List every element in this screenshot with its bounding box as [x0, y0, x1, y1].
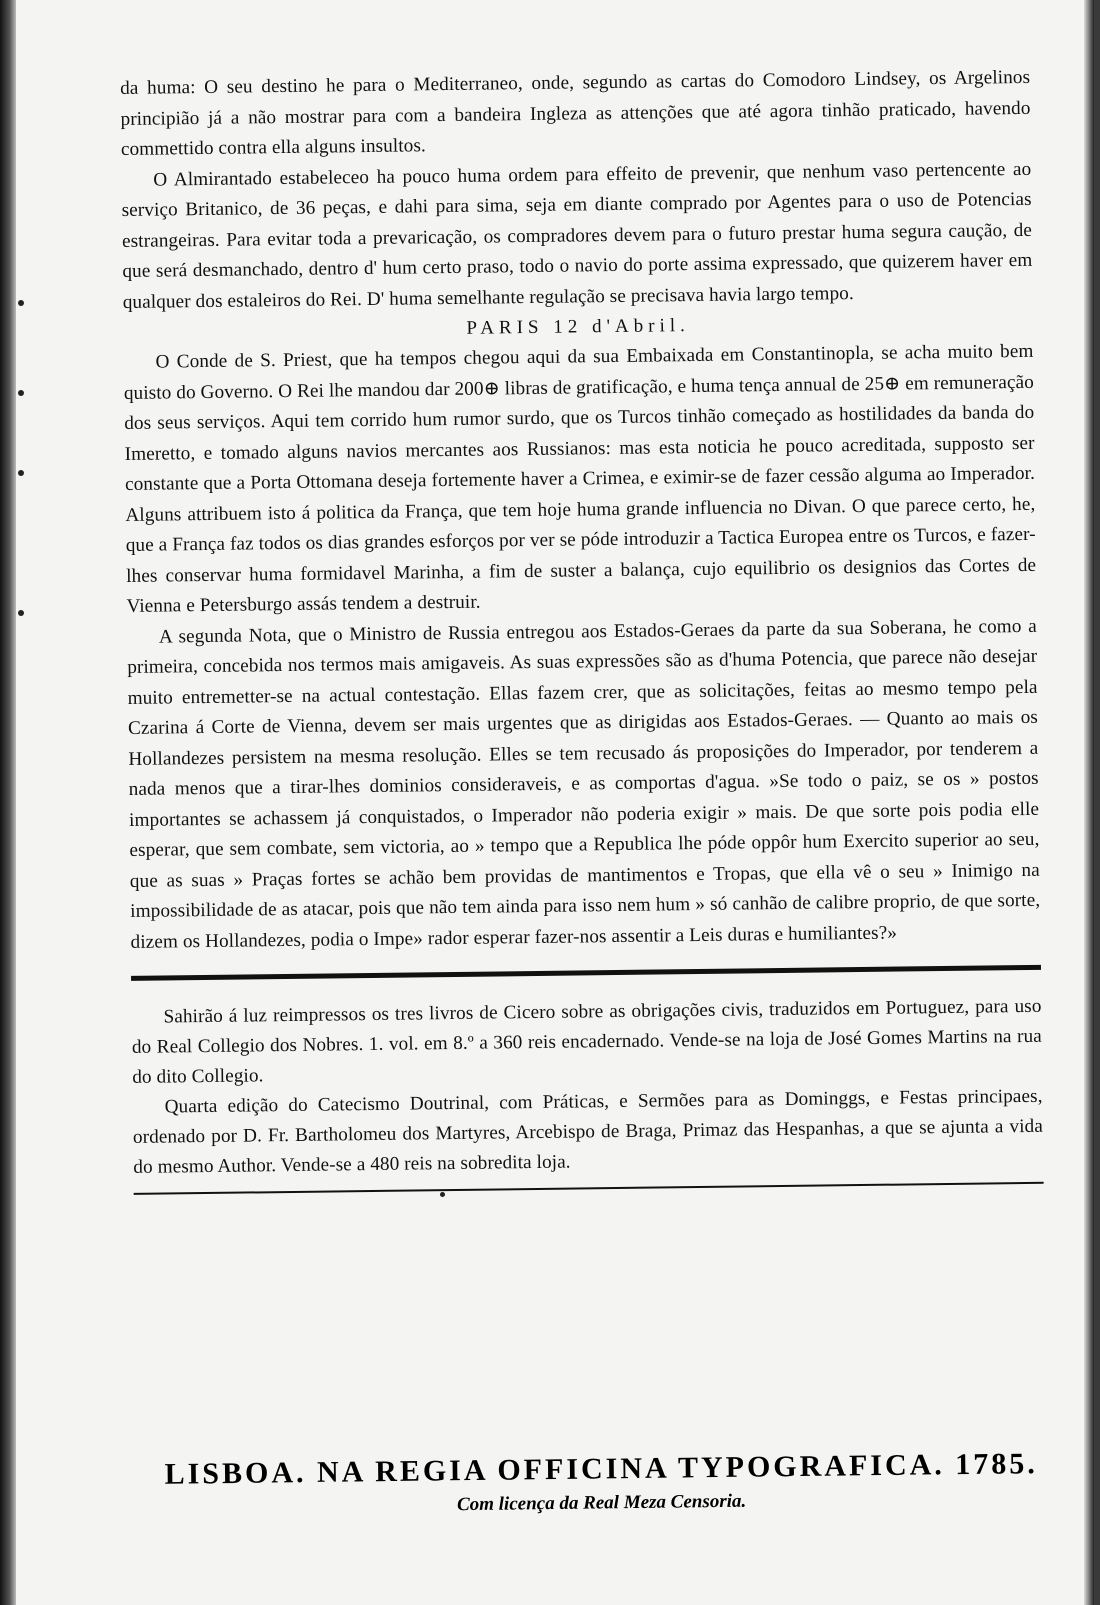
margin-marks — [16, 280, 40, 640]
imprint-license: Com licença da Real Meza Censoria. — [456, 1490, 747, 1516]
document-page — [16, 0, 1094, 1605]
page-right-fold — [1084, 0, 1094, 1605]
advert-cicero: Sahirão á luz reimpressos os tres livros de Cicero sobre as obrigações civis, traduzidos em Portuguez, para uso do Real Collegio dos Nobres. 1. vol. em 8.º a 360 reis encadernado. Vende-se na loja de José Gomes Martins na rua do dito Collegio. — [131, 995, 1042, 1088]
paragraph-russia-note: A segunda Nota, que o Ministro de Russia entregou aos Estados-Geraes da parte da sua Soberana, he como a primeira, concebida nos termos mais amigaveis. As suas expressões são as d'huma Potencia, que parece não desejar muito entremetter-se na actual contestação. Ellas fazem crer, que as solicitações, feitas ao mesmo tempo pela Czarina á Corte de Vienna, devem ser mais urgentes que as dirigidas aos Estados-Geraes. — Quanto ao mais os Hollandezes persistem na mesma resolução. Elles se tem recusado ás proposições do Imperador, por tenderem a nada menos que a tirar-lhes dominios consideraveis, e as comportas d'agua. »Se todo o paiz, se os » postos importantes se achassem já conquistados, o Imperador não poderia exigir » mais. De que sorte pois podia elle esperar, que sem combate, sem victoria, ao » tempo que a Republica lhe póde oppôr hum Exercito superior ao seu, que as suas » Praças fortes se achão bem providas de mantimentos e Tropas, que ella vê o seu » Inimigo na impossibilidade de as atacar, pois que não tem ainda para isso nem hum » só canhão de calibre proprio, de que sorte, dizem os Hollandezes, podia o Impe» rador esperar fazer-nos assentir a Leis duras e humiliantes?» — [127, 615, 1041, 953]
paragraph-admiralty: O Almirantado estabeleceo ha pouco huma ordem para effeito de prevenir, que nenhum vaso pertencente ao serviço Britanico, de 36 peças, e dahi para sima, seja em diante comprado por Agentes para o uso de Potencias estrangeiras. Para evitar toda a prevaricação, os compradores devem para o futuro prestar huma segura caução, de que será desmanchado, dentro d' hum certo praso, todo o navio do porte assima expressado, que quizerem haver em qualquer dos estaleiros do Rei. D' huma semelhante regulação se precisava havia largo tempo. — [121, 158, 1033, 313]
advert-catecismo: Quarta edição do Catecismo Doutrinal, com Práticas, e Sermões para as Dominggs, e Festas principaes, ordenado por D. Fr. Bartholomeu dos Martyres, Arcebispo de Braga, Primaz das Hespanhas, a que se ajunta a vida do mesmo Author. Vende-se a 480 reis na sobredita loja. — [132, 1085, 1044, 1178]
advertisements — [131, 992, 1043, 1183]
article-body — [120, 63, 1044, 1203]
section-divider — [131, 965, 1041, 981]
imprint-printer: LISBOA. NA REGIA OFFICINA TYPOGRAFICA. 1785. — [164, 1447, 1038, 1491]
paragraph-admiral-lindsey: da huma: O seu destino he para o Mediterraneo, onde, segundo as cartas do Comodoro Lindsey, os Argelinos principião já a não mostrar para com a bandeira Ingleza as attenções que até agora tinhão praticado, havendo commettido contra ella alguns insultos. — [120, 66, 1031, 160]
dateline-paris: PARIS 12 d'Abril. — [466, 315, 690, 339]
ornament-dot — [440, 1192, 445, 1197]
page-left-shadow — [0, 0, 16, 1605]
imprint — [146, 1444, 1057, 1523]
paragraph-conde-priest: O Conde de S. Priest, que ha tempos chegou aqui da sua Embaixada em Constantinopla, se acha muito bem quisto do Governo. O Rei lhe mandou dar 200⊕ libras de gratificação, e huma tença annual de 25⊕ em remuneração dos seus serviços. Aqui tem corrido hum rumor surdo, que os Turcos tinhão começado as hostilidades da banda do Imeretto, e tomado alguns navios mercantes aos Russianos: mas esta noticia he pouco acreditada, supposto ser constante que a Porta Ottomana deseja fortemente haver a Crimea, e eximir-se de fazer cessão alguma ao Imperador. Alguns attribuem isto á politica da França, que tem hoje huma grande influencia no Divan. O que parece certo, he, que a França faz todos os dias grandes esforços por ver se póde introduzir a Tactica Europea entre os Turcos, e fazer-lhes conservar huma formidavel Marinha, a fim de suster a balança, cujo equilibrio os designios das Cortes de Vienna e Petersburgo assás tendem a destruir. — [123, 340, 1037, 617]
imprint-divider — [134, 1182, 1044, 1195]
